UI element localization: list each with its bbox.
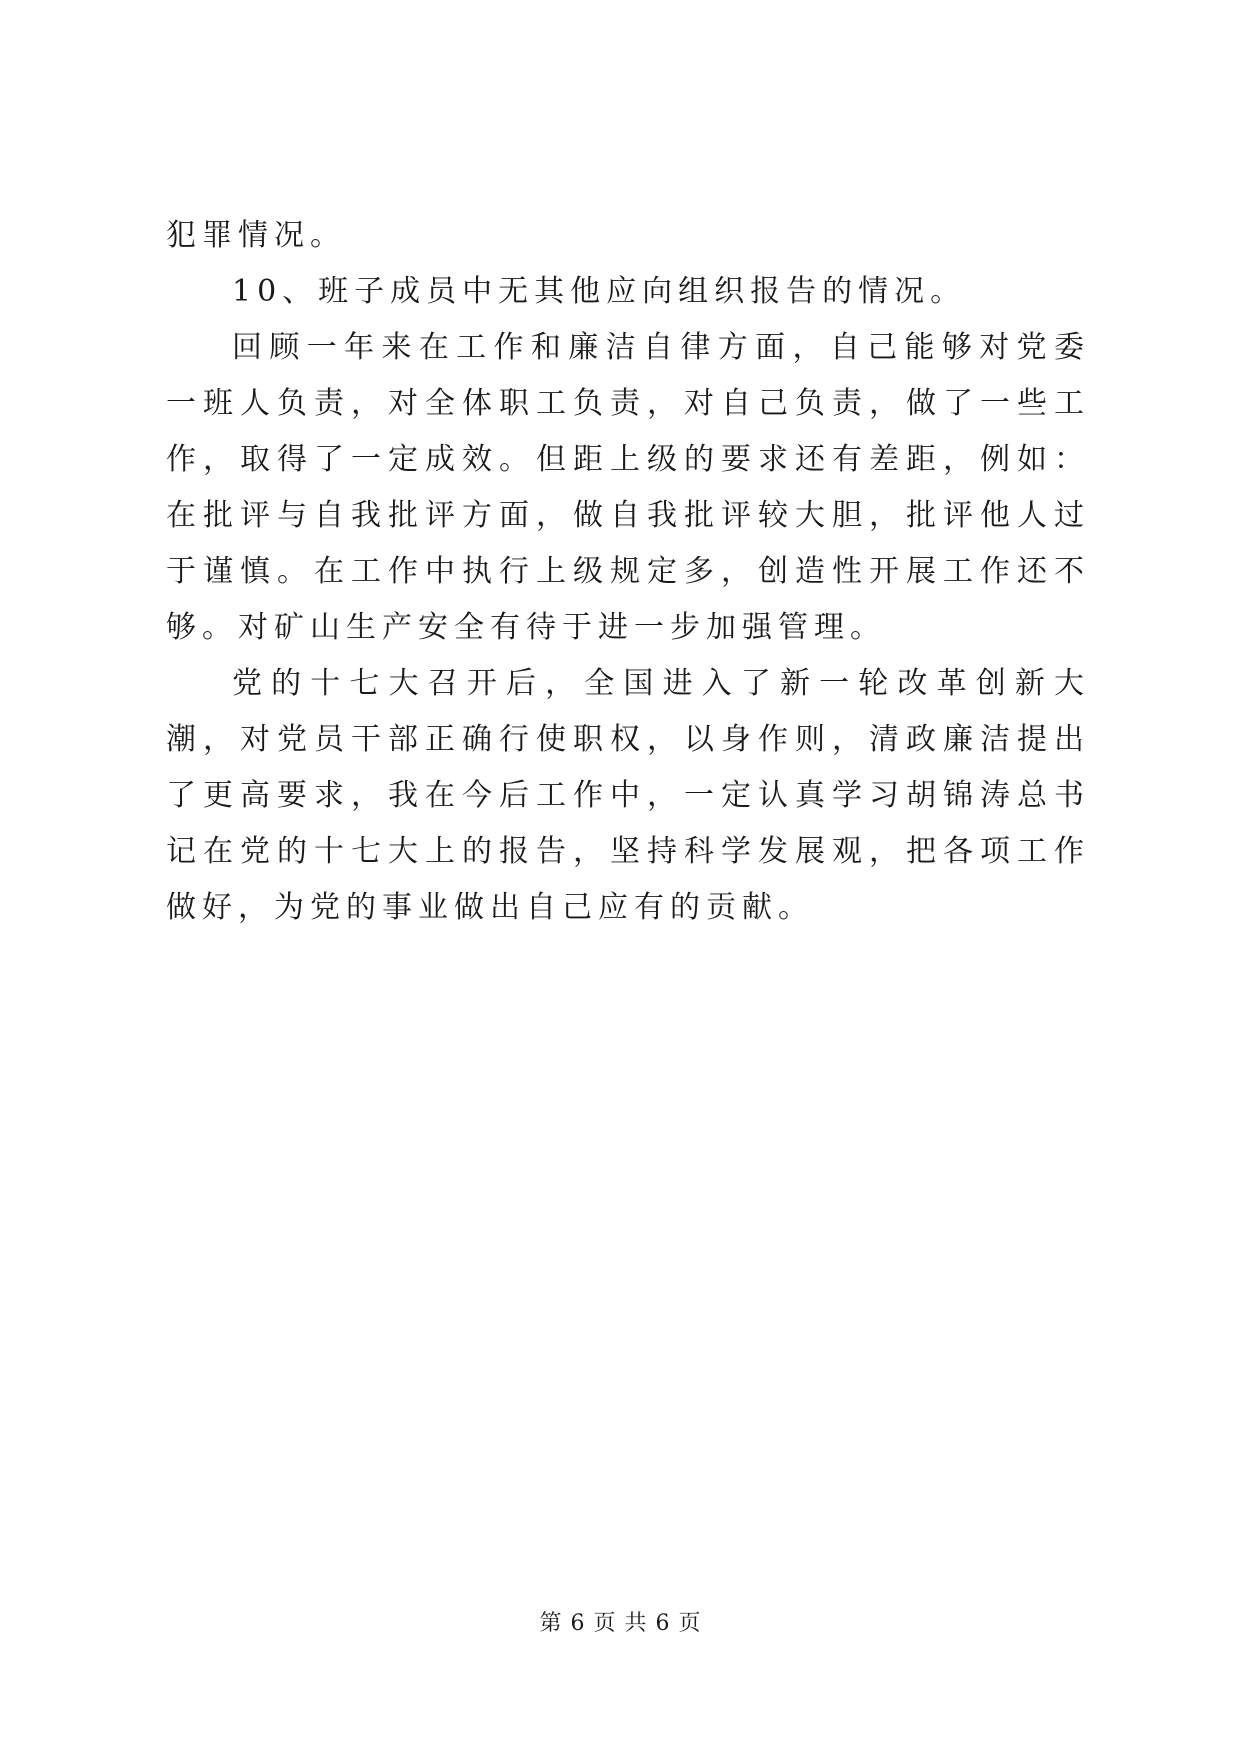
paragraph-item-10: 10、班子成员中无其他应向组织报告的情况。	[232, 274, 967, 309]
document-body	[166, 208, 1090, 936]
paragraph-conclusion: 党的十七大召开后，全国进入了新一轮改革创新大潮，对党员干部正确行使职权，以身作则，清政廉洁提出了更高要求，我在今后工作中，一定认真学习胡锦涛总书记在党的十七大上的报告，坚持科学发展观，把各项工作做好，为党的事业做出自己应有的贡献。	[166, 666, 1090, 925]
paragraph-continuation: 犯罪情况。	[166, 218, 346, 253]
paragraph-review: 回顾一年来在工作和廉洁自律方面，自己能够对党委一班人负责，对全体职工负责，对自己负责，做了一些工作，取得了一定成效。但距上级的要求还有差距，例如：在批评与自我批评方面，做自我批评较大胆，批评他人过于谨慎。在工作中执行上级规定多，创造性开展工作还不够。对矿山生产安全有待于进一步加强管理。	[166, 330, 1090, 645]
page-number-footer: 第 6 页 共 6 页	[539, 1611, 702, 1636]
